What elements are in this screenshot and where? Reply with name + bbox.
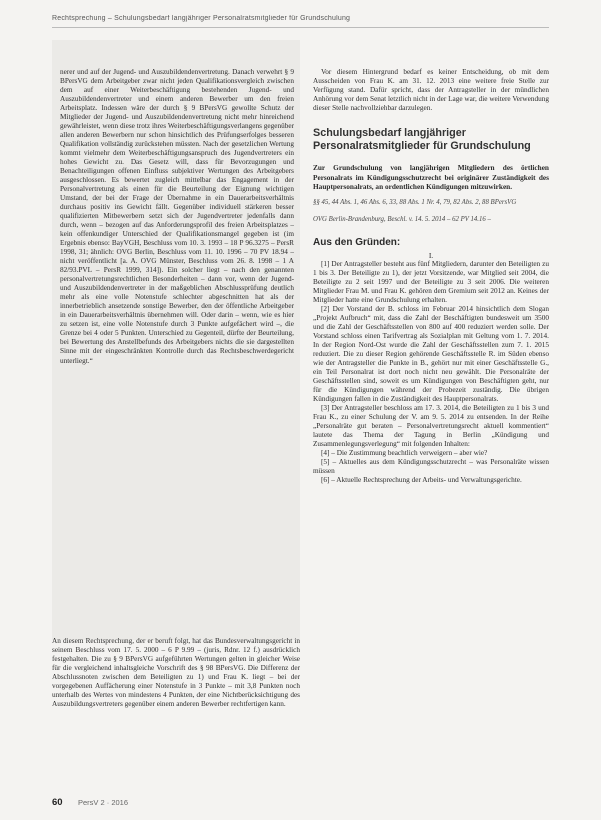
paragraph-3: [3] Der Antragsteller beschloss am 17. 3. 2014, die Beteiligten zu 1 bis 3 und Frau K., zu einer Schulung der V. am 9. 5. 2014 zu entsenden. In der Reihe „Personalräte gut beraten – Personalvertretungsrecht aktuell kommentiert“ lautete das Thema der Tagung in Berlin „Kündigung und Zusammenlegungsverlegung“ mit folgenden Inhalten:: [313, 403, 549, 448]
quote-paragraph: nerer und auf der Jugend- und Auszubildendenvertretung. Danach verwehrt § 9 BPersVG dem Arbeitgeber zwar nicht jeden Qualifikationsvergleich zwischen dem auf einer Weiterbeschäftigung bestehenden Jugend- und Auszubildendenvertreter und einem anderen Bewerber um den freien Arbeitsplatz. Indessen wäre der durch § 9 BPersVG gewollte Schutz der Mitglieder der Jugend- und Auszubildendenvertretung nicht mehr hinreichend gewährleistet, wenn diese trotz ihres Weiterbeschäftigungsverlangens gegenüber allen anderen Bewerbern nur schon hinsichtlich des Prüfungserfolges besseren Qualifikation vollständig zurückstehen müssten. Nach der gesetzlichen Wertung kommt vielmehr dem Weiterbeschäftigungsanspruch des Jugendvertreters ein hohes Gewicht zu. Das Gesetz will, dass für Bevorzugungen und Benachteiligungen offenen Einfluss subjektiver Wertungen des Arbeitgebers ausgeschlossen. Es bewertet zugleich mittelbar das Engagement in der Personalvertretung als einen für die Beurteilung der Eignung wichtigen Umstand, der bei der Frage der Übernahme in ein Dauerarbeitsverhältnis durchaus positiv ins Gewicht fällt. Gegenüber individuell stärkeren besser qualifizierten Mitbewerbern setzt sich der Jugendvertreter jedenfalls dann durch, wenn – bezogen auf das Anforderungsprofil des freien Arbeitsplatzes – kein offenkundiger Unterschied der Qualifikationsmangel gegeben ist (im Ergebnis ebenso: BayVGH, Beschluss vom 10. 3. 1993 – 18 P 96.3275 – PersR 1998, 31; ähnlich: OVG Berlin, Beschluss vom 11. 10. 1996 – 70 PV 18.94 – nicht veröffentlicht [a. A. OVG Münster, Beschluss vom 26. 8. 1998 – 1 A 82/93.PVL – PersR 1999, 314]). Ein solcher liegt – nach den genannten personalvertretungsrechtlichen Besonderheiten – dann vor, wenn der Jugend- und Auszubildendenvertreter in der maßgeblichen Abschlussprüfung deutlich mehr als eine volle Notenstufe schlechter abgeschnitten hat als der innerbetrieblich ansetzende sonstige Bewerber, den der öffentliche Arbeitgeber in ein Dauerarbeitsverhältnis übernehmen will. Oder darin – wenn, wie es hier zu setzen ist, eine volle Notenstufe durch 3 Punkte aufgefächert wird –, die Grenze bei 4 oder 5 Punkten. Unterschied zu Gegenteil, dürfte der Beurteilung, bei Bewertung des Anstellbefunds des Arbeitgebers nichts die sie dargestellten Sinne mit der eingeschränkten Kontrolle durch das Rechtsbeschwerdegericht unterliegt.“: [60, 68, 294, 365]
paragraph-2: [2] Der Vorstand der B. schloss im Februar 2014 hinsichtlich dem Slogan „Projekt Aufbruch“ mit, dass die Zahl der Beschäftigten bundesweit um 3500 und die Zahl der Geschäftsstellen von 800 auf 400 reduziert werden solle. Der Vorstand schloss einen Tarifvertrag als Sozialplan mit Geltung vom 1. 7. 2014. In der Region Nord-Ost wurde die Zahl der Geschäftsstellen zum 7. 1. 2015 reduziert. Die zu dieser Region gehörende Geschäftsstelle R. im Süden ebenso wie der Antragsteller die Punkte in B., gehört nur mit einer Geschäftsstelle G., ein Teil Personalrat ist dort noch nicht neu gewählt. Die Personalräte der Geschäftsstellen sind, soweit es um Kündigungen von Beschäftigten geht, nur für die Kündigungen während der Probezeit zuständig. Die übrigen Kündigungen fallen in die Zuständigkeit des Hauptpersonalrats.: [313, 304, 549, 403]
court-reference: OVG Berlin-Brandenburg, Beschl. v. 14. 5. 2014 – 62 PV 14.16 –: [313, 215, 491, 223]
article-title: Schulungsbedarf langjähriger Personalratsmitglieder für Grundschulung: [313, 127, 531, 153]
headnote: Zur Grundschulung von langjährigen Mitgliedern des örtlichen Personalrats im Kündigungsschutzrecht bei originärer Zuständigkeit des Hauptpersonalrats, an ordentlichen Kündigungen mitzuwirken.: [313, 163, 549, 191]
page-number: 60: [52, 797, 63, 808]
running-header: Rechtsprechung – Schulungsbedarf langjähriger Personalratsmitglieder für Grundschulung: [52, 15, 351, 22]
quote-box-text: [60, 68, 294, 604]
intro-paragraph: Vor diesem Hintergrund bedarf es keiner Entscheidung, ob mit dem Ausscheiden von Frau K. am 31. 12. 2013 eine weitere freie Stelle zur Verfügung stand. Dafür spricht, dass der Antragsteller in der mündlichen Anhörung vor dem Senat letztlich nicht in der Lage war, die weitere Verwendung dieser Stelle nachvollziehbar darzulegen.: [313, 68, 549, 113]
paragraph-6: [6] – Aktuelle Rechtsprechung der Arbeits- und Verwaltungsgerichte.: [321, 476, 522, 485]
reasons-heading: Aus den Gründen:: [313, 236, 401, 248]
left-paragraph: An diesem Rechtsprechung, der er beruft folgt, hat das Bundesverwaltungsgericht in seinem Beschluss vom 17. 5. 2000 – 6 P 9.99 – (juris, Rdnr. 12 f.) ausdrücklich festgehalten. Die zu § 9 BPersVG aufgeführten Wertungen gelten in gleicher Weise für die vergleichend inhaltsgleiche Vorschrift des § 98 BPersVG. Die Differenz der Abschlussnoten zwischen dem Beteiligten zu 1) und Frau K. liegt – bei der vorgegebenen Auffächerung einer Notenstufe in 3 Punkte – mit 3,8 Punkten noch unterhalb des Wertes von mindestens 4 Punkten, der eine Nichtberücksichtigung des Auszubildungsvertreters gegenüber einem anderen Bewerber rechtfertigen kann.: [52, 637, 300, 709]
paragraph-5: [5] – Aktuelles aus dem Kündigungsschutzrecht – was Personalräte wissen müssen: [313, 458, 549, 476]
section-numeral: I.: [428, 250, 434, 260]
left-column-continuation: [52, 637, 300, 787]
journal-reference: PersV 2 · 2016: [78, 798, 129, 807]
norms-reference: §§ 45, 44 Abs. 1, 46 Abs. 6, 33, 88 Abs. 1 Nr. 4, 79, 82 Abs. 2, 88 BPersVG: [313, 199, 517, 207]
paragraph-1: [1] Der Antragsteller besteht aus fünf Mitgliedern, darunter den Beteiligten zu 1 bis 3. Der Beteiligte zu 1), der jetzt Vorsitzende, war Mitglied seit 2004, die Beteiligte zu 2 seit 1997 und der Beteiligte zu 3 seit 2006. Die weiteren Mitglieder Frau M. und Frau K. gehören dem Gremium seit 2012 an. Keines der Mitglieder hatte eine Grundschulung erhalten.: [313, 259, 549, 304]
right-column: [313, 68, 549, 788]
header-rule: [52, 27, 549, 28]
paragraph-4: [4] – Die Zustimmung beachtlich verweigern – aber wie?: [321, 449, 488, 458]
